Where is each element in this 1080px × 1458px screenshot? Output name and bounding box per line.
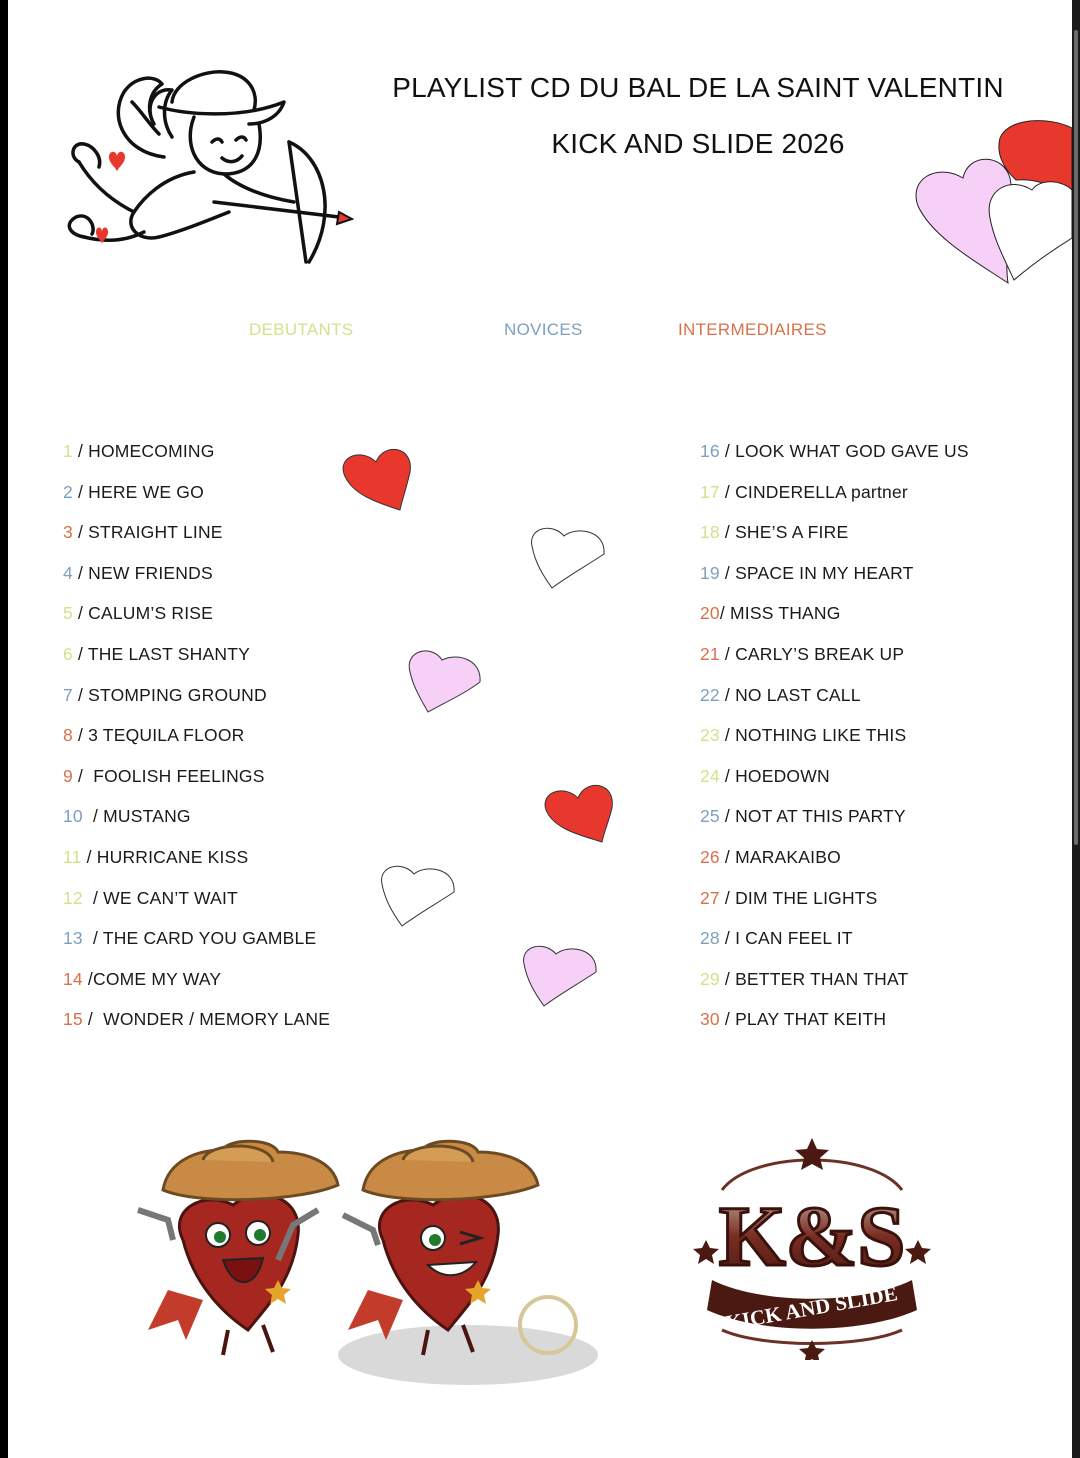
track-title: I CAN FEEL IT [735,928,853,949]
track-title: HURRICANE KISS [96,847,249,867]
track-separator: / [72,765,94,786]
track-item [700,644,904,665]
track-title: LOOK WHAT GOD GAVE US [735,441,969,461]
track-item [63,685,267,706]
track-number: 30 [700,1009,720,1030]
track-number: 19 [700,562,720,583]
track-item [700,928,853,949]
level-label: NOVICES [504,320,583,339]
track-separator: / [719,522,736,543]
track-number: 2 [63,481,73,502]
track-title: MUSTANG [103,806,191,827]
track-title: THE LAST SHANTY [87,644,250,664]
track-item [700,603,841,624]
track-title: BETTER THAN THAT [735,968,909,989]
track-title: MARAKAIBO [735,847,841,867]
heart-icon [526,522,610,592]
track-separator: / [719,765,736,786]
level-intermediaires [678,320,827,340]
kick-and-slide-logo [692,1130,932,1360]
heart-icon [404,646,484,716]
track-item [700,847,841,868]
track-number: 18 [700,522,720,543]
track-number: 15 [63,1009,83,1030]
track-separator: / [719,684,736,705]
track-item [63,766,265,787]
page-title: PLAYLIST CD DU BAL DE LA SAINT VALENTIN [392,72,1004,103]
track-number: 21 [700,644,720,664]
track-item [700,563,914,584]
track-separator: / [719,928,736,949]
track-separator: / [719,968,736,989]
track-item [63,725,244,746]
track-separator: / [719,847,736,867]
track-separator: / [719,725,736,746]
track-separator: / [72,522,89,543]
heart-icon [540,780,616,846]
track-separator: / [719,441,736,461]
track-separator: / [82,928,103,949]
track-separator: / [719,603,730,624]
track-separator: / [719,887,736,908]
track-number: 11 [63,847,82,867]
track-title: CINDERELLA partner [735,481,908,502]
track-item [63,644,250,665]
track-item [700,685,861,706]
level-novices [504,320,583,340]
track-number: 23 [700,725,720,746]
track-separator: / [719,644,736,664]
track-number: 1 [63,441,73,461]
track-number: 16 [700,441,720,461]
track-number: 12 [63,887,83,908]
heart-icon [376,860,460,930]
track-number: 17 [700,481,720,502]
track-title: MISS THANG [730,603,841,624]
track-item [63,482,204,503]
document-page [8,0,1072,1458]
track-title: HERE WE GO [88,481,204,502]
track-number: 8 [63,725,73,746]
track-item [700,441,969,462]
track-separator: / [72,725,89,746]
track-separator: / [72,562,89,583]
track-title: PLAY THAT KEITH [735,1009,887,1030]
heart-cluster-icon [908,118,1072,288]
track-number: 26 [700,847,720,867]
track-item [63,888,238,909]
cowboy-heart-icon [128,1130,618,1390]
track-item [63,441,215,462]
track-title: CARLY’S BREAK UP [735,644,905,664]
track-number: 27 [700,887,720,908]
track-separator: / [719,562,736,583]
page-subtitle: KICK AND SLIDE 2026 [551,128,845,159]
track-title: WE CAN’T WAIT [103,887,238,908]
track-title: WONDER / MEMORY LANE [103,1009,331,1030]
track-title: HOMECOMING [88,441,215,461]
track-title: SHE’S A FIRE [735,522,849,543]
track-separator: / [72,603,89,624]
level-label: INTERMEDIAIRES [678,320,827,339]
track-number: 6 [63,644,73,664]
track-title: CALUM’S RISE [88,603,214,624]
track-separator: / [719,806,736,827]
track-separator: / [82,1009,104,1030]
track-item [700,888,878,909]
track-item [700,1009,886,1030]
track-number: 20 [700,603,720,624]
track-separator: / [719,1009,736,1030]
track-separator: / [82,968,93,989]
track-number: 13 [63,928,83,949]
track-separator: / [82,887,104,908]
track-item [700,806,906,827]
track-item [700,725,906,746]
track-title: STRAIGHT LINE [88,522,223,543]
track-title: STOMPING GROUND [88,684,267,705]
track-number: 28 [700,928,720,949]
track-item [63,563,213,584]
level-debutants [249,320,353,340]
track-title: 3 TEQUILA FLOOR [88,725,245,746]
heart-icon [518,940,602,1010]
track-separator: / [72,644,88,664]
track-separator: / [72,684,89,705]
scrollbar[interactable] [1074,30,1078,845]
track-number: 25 [700,806,720,827]
track-title: THE CARD YOU GAMBLE [102,928,317,949]
track-number: 24 [700,765,720,786]
track-item [63,603,213,624]
track-number: 3 [63,522,73,543]
track-item [700,766,830,787]
track-title: FOOLISH FEELINGS [93,765,265,786]
track-number: 5 [63,603,73,624]
cupid-icon [54,62,354,282]
level-label: DEBUTANTS [249,320,354,339]
track-separator: / [81,847,97,867]
track-title: NO LAST CALL [735,684,861,705]
track-item [63,969,221,990]
track-title: SPACE IN MY HEART [735,562,914,583]
track-separator: / [719,481,736,502]
track-title: DIM THE LIGHTS [735,887,878,908]
track-number: 10 [63,806,83,827]
logo-monogram: K&S [718,1188,906,1284]
track-number: 4 [63,562,73,583]
track-item [63,522,223,543]
track-title: COME MY WAY [93,968,222,989]
track-title: HOEDOWN [735,765,830,786]
track-separator: / [82,806,104,827]
track-item [700,482,908,503]
track-number: 7 [63,684,73,705]
track-number: 14 [63,968,83,989]
track-item [700,522,848,543]
track-title: NOTHING LIKE THIS [735,725,907,746]
track-separator: / [72,441,89,461]
track-item [700,969,908,990]
track-number: 29 [700,968,720,989]
track-item [63,1009,330,1030]
heart-icon [338,444,414,514]
track-title: NEW FRIENDS [88,562,213,583]
track-separator: / [72,481,89,502]
track-item [63,847,248,868]
track-number: 9 [63,765,73,786]
track-title: NOT AT THIS PARTY [735,806,906,827]
track-item [63,928,316,949]
track-number: 22 [700,684,720,705]
track-item [63,806,191,827]
logo-banner: KICK AND SLIDE [723,1281,900,1335]
